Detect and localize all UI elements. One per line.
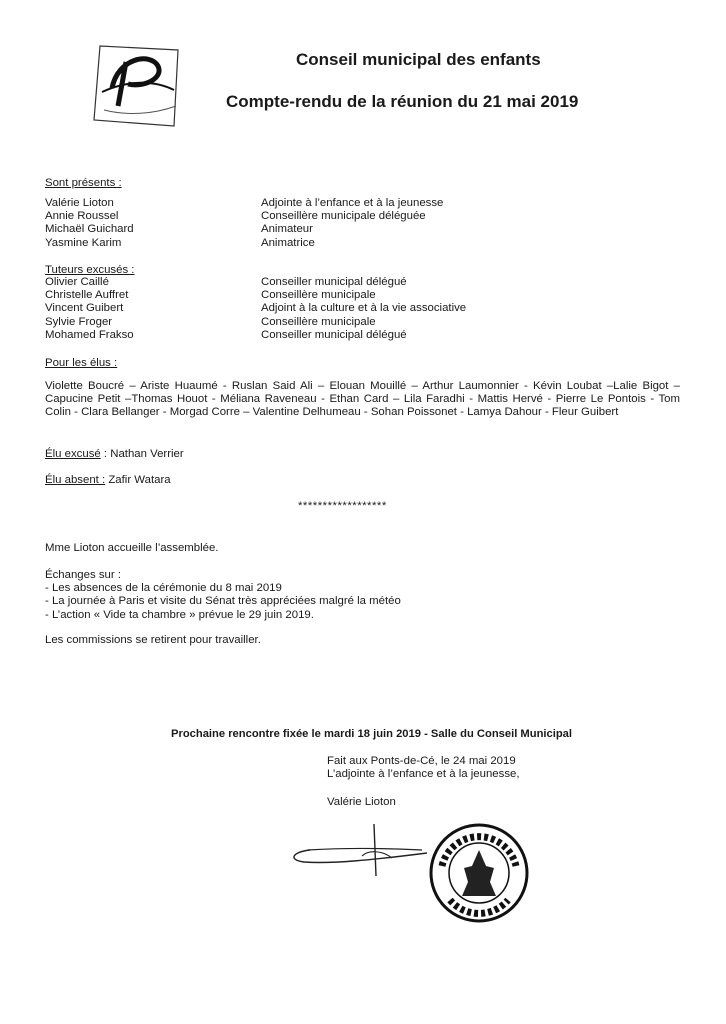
present-list [45, 197, 605, 250]
person-name: Michaël Guichard [45, 223, 134, 236]
person-name: Vincent Guibert [45, 302, 124, 315]
exchange-item: - L’action « Vide ta chambre » prévue le 29 juin 2019. [45, 608, 314, 621]
elu-absent-name: Zafir Watara [105, 474, 171, 486]
present-row [45, 210, 605, 223]
person-name: Mohamed Frakso [45, 328, 134, 341]
exchange-item: - Les absences de la cérémonie du 8 mai 2019 [45, 582, 282, 595]
excused-row [45, 302, 605, 315]
person-role: Conseillère municipale [261, 315, 376, 328]
person-name: Valérie Lioton [45, 197, 114, 209]
separator-stars: ****************** [298, 500, 387, 512]
document-title: Conseil municipal des enfants [296, 50, 541, 69]
present-row [45, 197, 605, 210]
person-name: Olivier Caillé [45, 276, 109, 288]
person-name: Christelle Auffret [45, 289, 129, 302]
signoff-block [327, 755, 520, 781]
present-row [45, 237, 605, 250]
done-at: Fait aux Ponts-de-Cé, le 24 mai 2019 [327, 755, 516, 767]
elu-excused-name: : Nathan Verrier [100, 448, 184, 460]
excused-heading: Tuteurs excusés : [45, 264, 135, 276]
signer-name: Valérie Lioton [327, 796, 396, 808]
person-role: Conseiller municipal délégué [261, 276, 407, 288]
elu-excused-label: Élu excusé [45, 448, 101, 460]
exchanges-block [45, 569, 401, 622]
excused-row [45, 329, 605, 342]
present-heading: Sont présents : [45, 177, 122, 189]
excused-row [45, 316, 605, 329]
elu-absent-label: Élu absent : [45, 474, 106, 486]
person-role: Animateur [261, 223, 313, 236]
person-role: Adjointe à l’enfance et à la jeunesse [261, 197, 444, 209]
person-role: Animatrice [261, 236, 315, 249]
welcome-text: Mme Lioton accueille l’assemblée. [45, 542, 219, 554]
mairie-stamp [428, 822, 530, 924]
next-meeting: Prochaine rencontre fixée le mardi 18 juin 2019 - Salle du Conseil Municipal [171, 728, 573, 740]
signer-role: L’adjointe à l’enfance et à la jeunesse, [327, 768, 520, 781]
person-name: Yasmine Karim [45, 236, 122, 249]
excused-row [45, 276, 605, 289]
person-role: Adjoint à la culture et à la vie associative [261, 302, 467, 315]
town-logo [88, 40, 184, 132]
commissions-text: Les commissions se retirent pour travailler. [45, 634, 261, 646]
excused-list [45, 276, 605, 342]
document-subtitle: Compte-rendu de la réunion du 21 mai 2019 [226, 92, 579, 111]
exchange-item: - La journée à Paris et visite du Sénat très appréciées malgré la météo [45, 595, 401, 608]
person-name: Sylvie Froger [45, 315, 113, 328]
person-name: Annie Roussel [45, 210, 119, 223]
person-role: Conseillère municipale [261, 289, 376, 302]
person-role: Conseiller municipal délégué [261, 328, 407, 341]
elus-list: Violette Boucré – Ariste Huaumé - Ruslan Said Ali – Elouan Mouillé – Arthur Laumonnier - Kévin Loubat –Lalie Bigot – Capucine Petit –Thomas Houot - Méliana Raveneau - Ethan Card – Lila Faradhi - Mattis Hervé - Pierre Le Pontois - Tom Colin - Clara Bellanger - Morgad Corre – Valentine Delhumeau - Sohan Poissonet - Lamya Dahour - Fleur Guibert [45, 380, 680, 419]
elu-absent-line [45, 474, 171, 487]
excused-row [45, 289, 605, 302]
present-row [45, 223, 605, 236]
exchanges-heading: Échanges sur : [45, 569, 121, 581]
person-role: Conseillère municipale déléguée [261, 210, 426, 223]
elus-heading: Pour les élus : [45, 357, 118, 369]
handwritten-signature [282, 820, 432, 880]
elu-excused-line [45, 448, 184, 461]
